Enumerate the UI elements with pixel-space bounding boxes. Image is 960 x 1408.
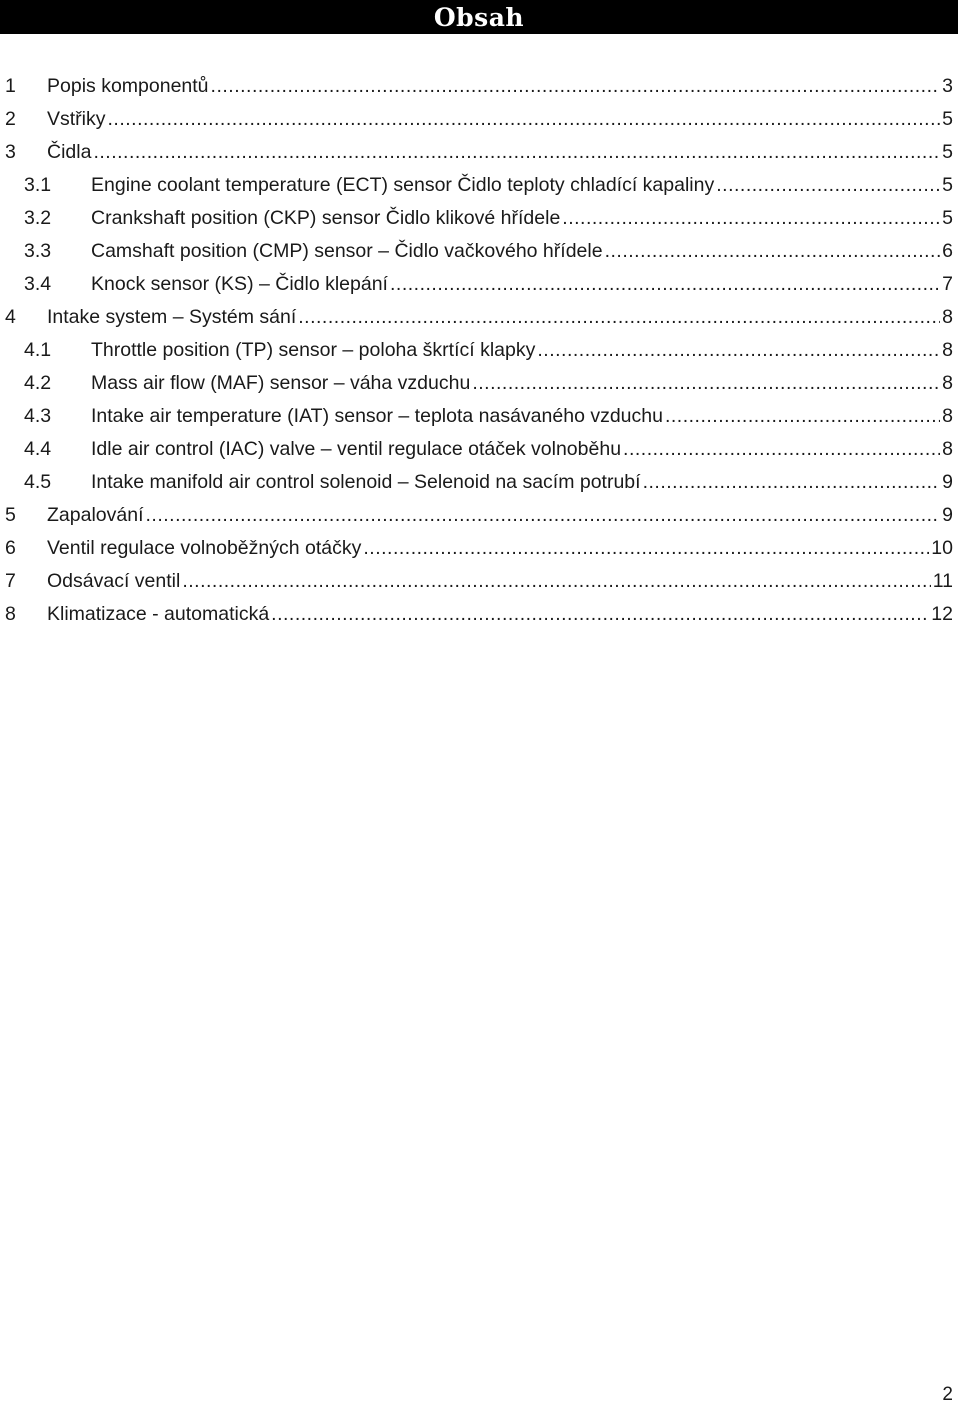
toc-entry[interactable] <box>0 400 960 433</box>
toc-number: 3 <box>5 141 16 163</box>
toc-entry[interactable] <box>0 136 960 169</box>
toc-page: 5 <box>942 108 953 130</box>
toc-text: Intake system – Systém sání <box>47 306 297 328</box>
toc-text: Knock sensor (KS) – Čidlo klepání <box>91 273 388 295</box>
toc-entry[interactable] <box>0 565 960 598</box>
toc-text: Intake air temperature (IAT) sensor – teplota nasávaného vzduchu <box>91 405 663 427</box>
toc-page: 5 <box>942 207 953 229</box>
toc-number: 6 <box>5 537 16 559</box>
toc-entry[interactable] <box>0 301 960 334</box>
toc-page: 9 <box>942 504 953 526</box>
toc-page: 8 <box>942 339 953 361</box>
toc-entry[interactable] <box>0 598 960 631</box>
toc-page: 5 <box>942 141 953 163</box>
toc-leader <box>93 136 940 169</box>
toc-leader <box>211 70 941 103</box>
toc-text: Zapalování <box>47 504 144 526</box>
toc-text: Popis komponentů <box>47 75 209 97</box>
toc-page: 9 <box>942 471 953 493</box>
toc-page: 8 <box>942 372 953 394</box>
toc-leader <box>390 268 940 301</box>
toc-page: 12 <box>931 603 953 625</box>
toc-number: 3.1 <box>24 174 52 196</box>
toc-entry[interactable] <box>0 202 960 235</box>
toc-page: 10 <box>931 537 953 559</box>
toc-page: 8 <box>942 306 953 328</box>
toc-leader <box>605 235 941 268</box>
toc-number: 2 <box>5 108 16 130</box>
toc-leader <box>472 367 940 400</box>
toc-text: Crankshaft position (CKP) sensor Čidlo klikové hřídele <box>91 207 561 229</box>
toc-number: 5 <box>5 504 16 526</box>
page-title: Obsah <box>433 2 525 32</box>
toc-entry[interactable] <box>0 499 960 532</box>
toc-entry[interactable] <box>0 466 960 499</box>
toc-page: 7 <box>942 273 953 295</box>
table-of-contents <box>0 70 960 631</box>
page-number: 2 <box>942 1384 953 1405</box>
toc-leader <box>665 400 940 433</box>
toc-leader <box>182 565 930 598</box>
toc-number: 4.4 <box>24 438 52 460</box>
toc-page: 5 <box>942 174 953 196</box>
toc-entry[interactable] <box>0 532 960 565</box>
toc-entry[interactable] <box>0 367 960 400</box>
toc-leader <box>537 334 940 367</box>
toc-number: 4.5 <box>24 471 52 493</box>
toc-number: 4.3 <box>24 405 52 427</box>
toc-entry[interactable] <box>0 235 960 268</box>
toc-number: 4.2 <box>24 372 52 394</box>
toc-entry[interactable] <box>0 70 960 103</box>
toc-leader <box>271 598 929 631</box>
toc-number: 7 <box>5 570 16 592</box>
toc-text: Camshaft position (CMP) sensor – Čidlo vačkového hřídele <box>91 240 603 262</box>
toc-page: 11 <box>932 570 953 592</box>
toc-text: Klimatizace - automatická <box>47 603 270 625</box>
toc-entry[interactable] <box>0 268 960 301</box>
toc-text: Odsávací ventil <box>47 570 181 592</box>
toc-number: 3.4 <box>24 273 52 295</box>
toc-entry[interactable] <box>0 334 960 367</box>
toc-page: 8 <box>942 438 953 460</box>
toc-text: Engine coolant temperature (ECT) sensor Čidlo teploty chladící kapaliny <box>91 174 715 196</box>
toc-text: Mass air flow (MAF) sensor – váha vzduchu <box>91 372 471 394</box>
toc-page: 6 <box>942 240 953 262</box>
title-bar <box>0 0 958 34</box>
toc-text: Throttle position (TP) sensor – poloha škrtící klapky <box>91 339 536 361</box>
toc-entry[interactable] <box>0 169 960 202</box>
toc-text: Ventil regulace volnoběžných otáčky <box>47 537 362 559</box>
toc-leader <box>643 466 941 499</box>
toc-leader <box>623 433 940 466</box>
toc-leader <box>298 301 940 334</box>
toc-number: 3.2 <box>24 207 52 229</box>
toc-entry[interactable] <box>0 103 960 136</box>
toc-leader <box>108 103 941 136</box>
toc-number: 3.3 <box>24 240 52 262</box>
toc-leader <box>363 532 929 565</box>
toc-leader <box>562 202 940 235</box>
toc-text: Vstřiky <box>47 108 106 130</box>
toc-leader <box>716 169 940 202</box>
toc-leader <box>145 499 940 532</box>
toc-page: 8 <box>942 405 953 427</box>
toc-number: 8 <box>5 603 16 625</box>
toc-text: Idle air control (IAC) valve – ventil regulace otáček volnoběhu <box>91 438 622 460</box>
toc-number: 4 <box>5 306 16 328</box>
toc-text: Čidla <box>47 141 92 163</box>
toc-number: 4.1 <box>24 339 52 361</box>
toc-text: Intake manifold air control solenoid – Selenoid na sacím potrubí <box>91 471 641 493</box>
toc-page: 3 <box>942 75 953 97</box>
toc-entry[interactable] <box>0 433 960 466</box>
toc-number: 1 <box>5 75 16 97</box>
